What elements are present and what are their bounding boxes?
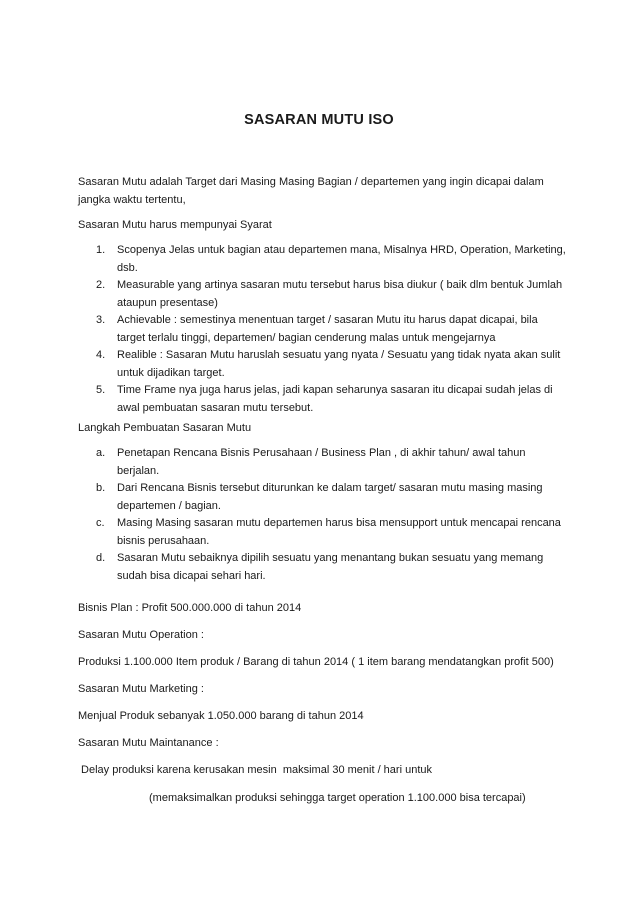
list-item: b. Dari Rencana Bisnis tersebut diturunkan ke dalam target/ sasaran mutu masing masing departemen / bagian. [96, 482, 543, 512]
list-item: 2. Measurable yang artinya sasaran mutu tersebut harus bisa diukur ( baik dlm bentuk Jumlah ataupun presentase) [96, 279, 563, 309]
list-item: a. Penetapan Rencana Bisnis Perusahaan / Business Plan , di akhir tahun/ awal tahun berjalan. [96, 447, 526, 477]
langkah-list [78, 445, 568, 585]
marketing-text: Menjual Produk sebanyak 1.050.000 barang di tahun 2014 [78, 710, 364, 722]
list-item: 1. Scopenya Jelas untuk bagian atau departemen mana, Misalnya HRD, Operation, Marketing, dsb. [96, 244, 566, 274]
maintanance-heading: Sasaran Mutu Maintanance : [78, 737, 219, 749]
marketing-heading: Sasaran Mutu Marketing : [78, 683, 204, 695]
operation-text: Produksi 1.100.000 Item produk / Barang di tahun 2014 ( 1 item barang mendatangkan profit 500) [78, 656, 554, 668]
syarat-heading: Sasaran Mutu harus mempunyai Syarat [78, 219, 272, 231]
maintanance-text: Delay produksi karena kerusakan mesin maksimal 30 menit / hari untuk [78, 764, 432, 776]
operation-heading: Sasaran Mutu Operation : [78, 629, 204, 641]
syarat-list [78, 242, 568, 417]
list-item: 4. Realible : Sasaran Mutu haruslah sesuatu yang nyata / Sesuatu yang tidak nyata akan sulit untuk dijadikan target. [96, 349, 561, 379]
bisnis-plan: Bisnis Plan : Profit 500.000.000 di tahun 2014 [78, 602, 302, 614]
document-title: SASARAN MUTU ISO [244, 112, 394, 128]
list-item: 3. Achievable : semestinya menentuan target / sasaran Mutu itu harus dapat dicapai, bila target terlalu tinggi, departemen/ bagian cenderung malas untuk mengejarnya [96, 314, 538, 344]
langkah-heading: Langkah Pembuatan Sasaran Mutu [78, 422, 252, 434]
list-item: d. Sasaran Mutu sebaiknya dipilih sesuatu yang menantang bukan sesuatu yang memang sudah bisa dicapai sehari hari. [96, 552, 544, 582]
maintanance-note: (memaksimalkan produksi sehingga target operation 1.100.000 bisa tercapai) [149, 792, 526, 804]
intro-paragraph: Sasaran Mutu adalah Target dari Masing Masing Bagian / departemen yang ingin dicapai dalam jangka waktu tertentu, [78, 176, 544, 206]
list-item: 5. Time Frame nya juga harus jelas, jadi kapan seharunya sasaran itu dicapai sudah jelas di awal pembuatan sasaran mutu tersebut. [96, 384, 553, 414]
list-item: c. Masing Masing sasaran mutu departemen harus bisa mensupport untuk mencapai rencana bisnis perusahaan. [96, 517, 561, 547]
